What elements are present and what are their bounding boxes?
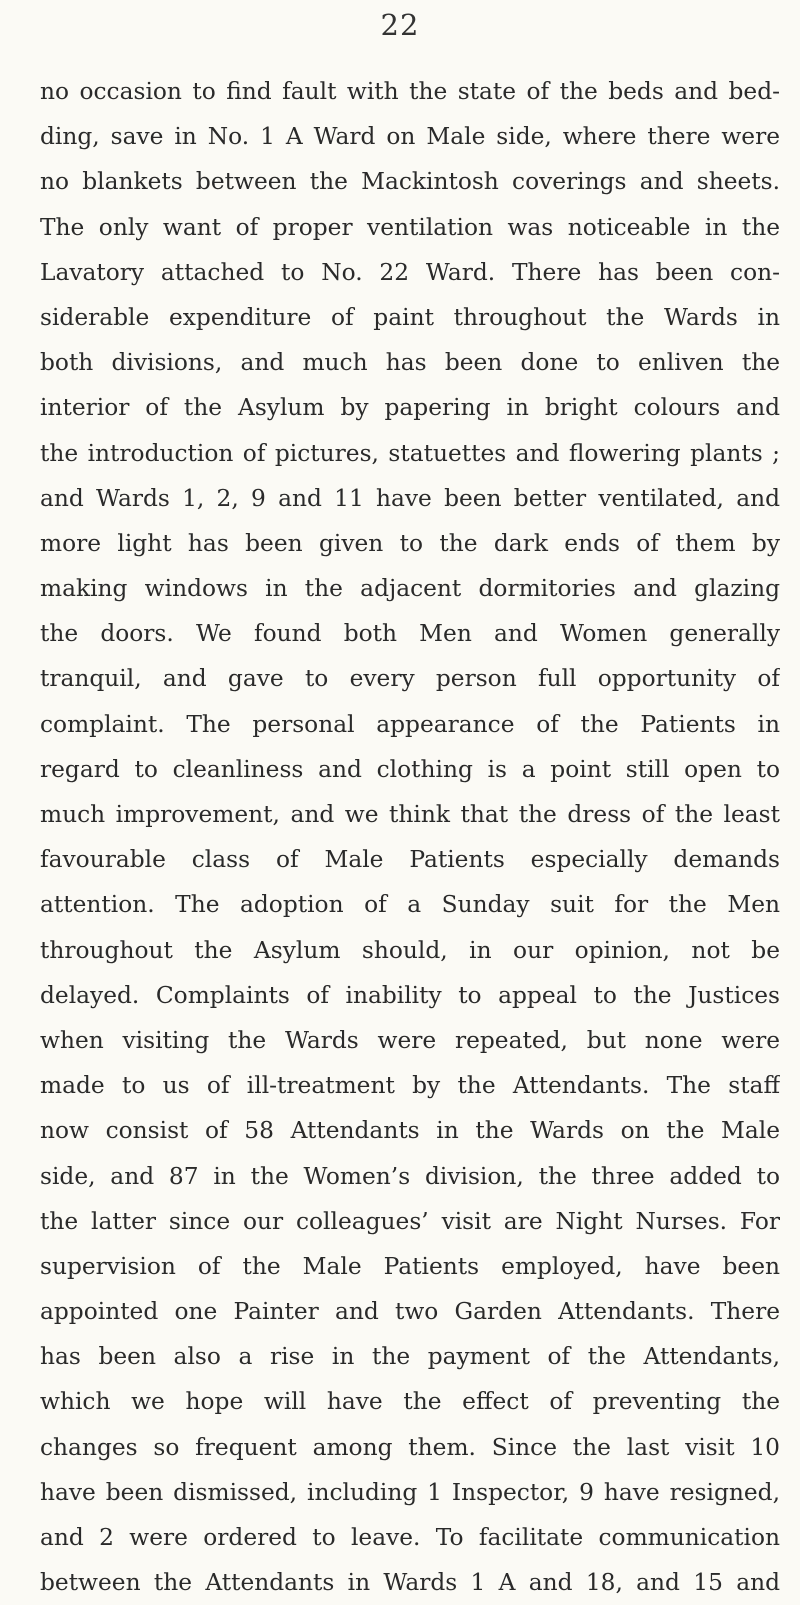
text-line: now consist of 58 Attendants in the Wards on the Male [40,1117,780,1145]
text-line: siderable expenditure of paint throughout the Wards in [40,303,780,331]
text-line: much improvement, and we think that the dress of the least [40,801,780,828]
text-line: the doors. We found both Men and Women generally [40,620,780,648]
body-text [40,69,780,1605]
text-line: has been also a rise in the payment of the Attendants, [40,1343,780,1371]
text-line: throughout the Asylum should, in our opinion, not be [40,936,780,964]
text-line: tranquil, and gave to every person full opportunity of [40,665,780,693]
text-line: and 2 were ordered to leave. To facilitate communication [40,1524,780,1551]
text-line: made to us of ill-treatment by the Attendants. The staff [40,1072,780,1100]
text-line: ding, save in No. 1 A Ward on Male side, where there were [40,123,780,151]
text-line: making windows in the adjacent dormitories and glazing [40,575,780,603]
text-line: both divisions, and much has been done to enliven the [40,349,780,377]
text-line: attention. The adoption of a Sunday suit for the Men [40,891,780,919]
text-line: appointed one Painter and two Garden Attendants. There [40,1298,780,1326]
text-line: The only want of proper ventilation was noticeable in the [40,213,780,241]
text-line: no occasion to find fault with the state of the beds and bed- [40,78,780,105]
text-line: and Wards 1, 2, 9 and 11 have been better ventilated, and [40,484,780,512]
text-line: when visiting the Wards were repeated, but none were [40,1026,780,1054]
text-line: side, and 87 in the Women’s division, the three added to [40,1162,780,1190]
text-line: no blankets between the Mackintosh coverings and sheets. [40,168,780,196]
text-line: supervision of the Male Patients employed, have been [40,1252,780,1280]
text-line: more light has been given to the dark ends of them by [40,529,780,557]
page-number: 22 [380,8,420,42]
text-line: complaint. The personal appearance of the Patients in [40,710,780,738]
text-line: between the Attendants in Wards 1 A and 18, and 15 and [40,1569,780,1597]
text-line: regard to cleanliness and clothing is a point still open to [40,755,780,783]
text-line: delayed. Complaints of inability to appeal to the Justices [40,981,780,1009]
text-line: changes so frequent among them. Since the last visit 10 [40,1433,780,1461]
text-line: which we hope will have the effect of preventing the [40,1388,780,1416]
text-line: interior of the Asylum by papering in bright colours and [40,394,780,422]
text-line: the introduction of pictures, statuettes and flowering plants ; [40,439,780,467]
text-line: have been dismissed, including 1 Inspector, 9 have resigned, [40,1478,780,1506]
text-line: favourable class of Male Patients especially demands [40,846,780,874]
text-line: the latter since our colleagues’ visit are Night Nurses. For [40,1207,780,1235]
text-line: Lavatory attached to No. 22 Ward. There has been con- [40,258,780,286]
